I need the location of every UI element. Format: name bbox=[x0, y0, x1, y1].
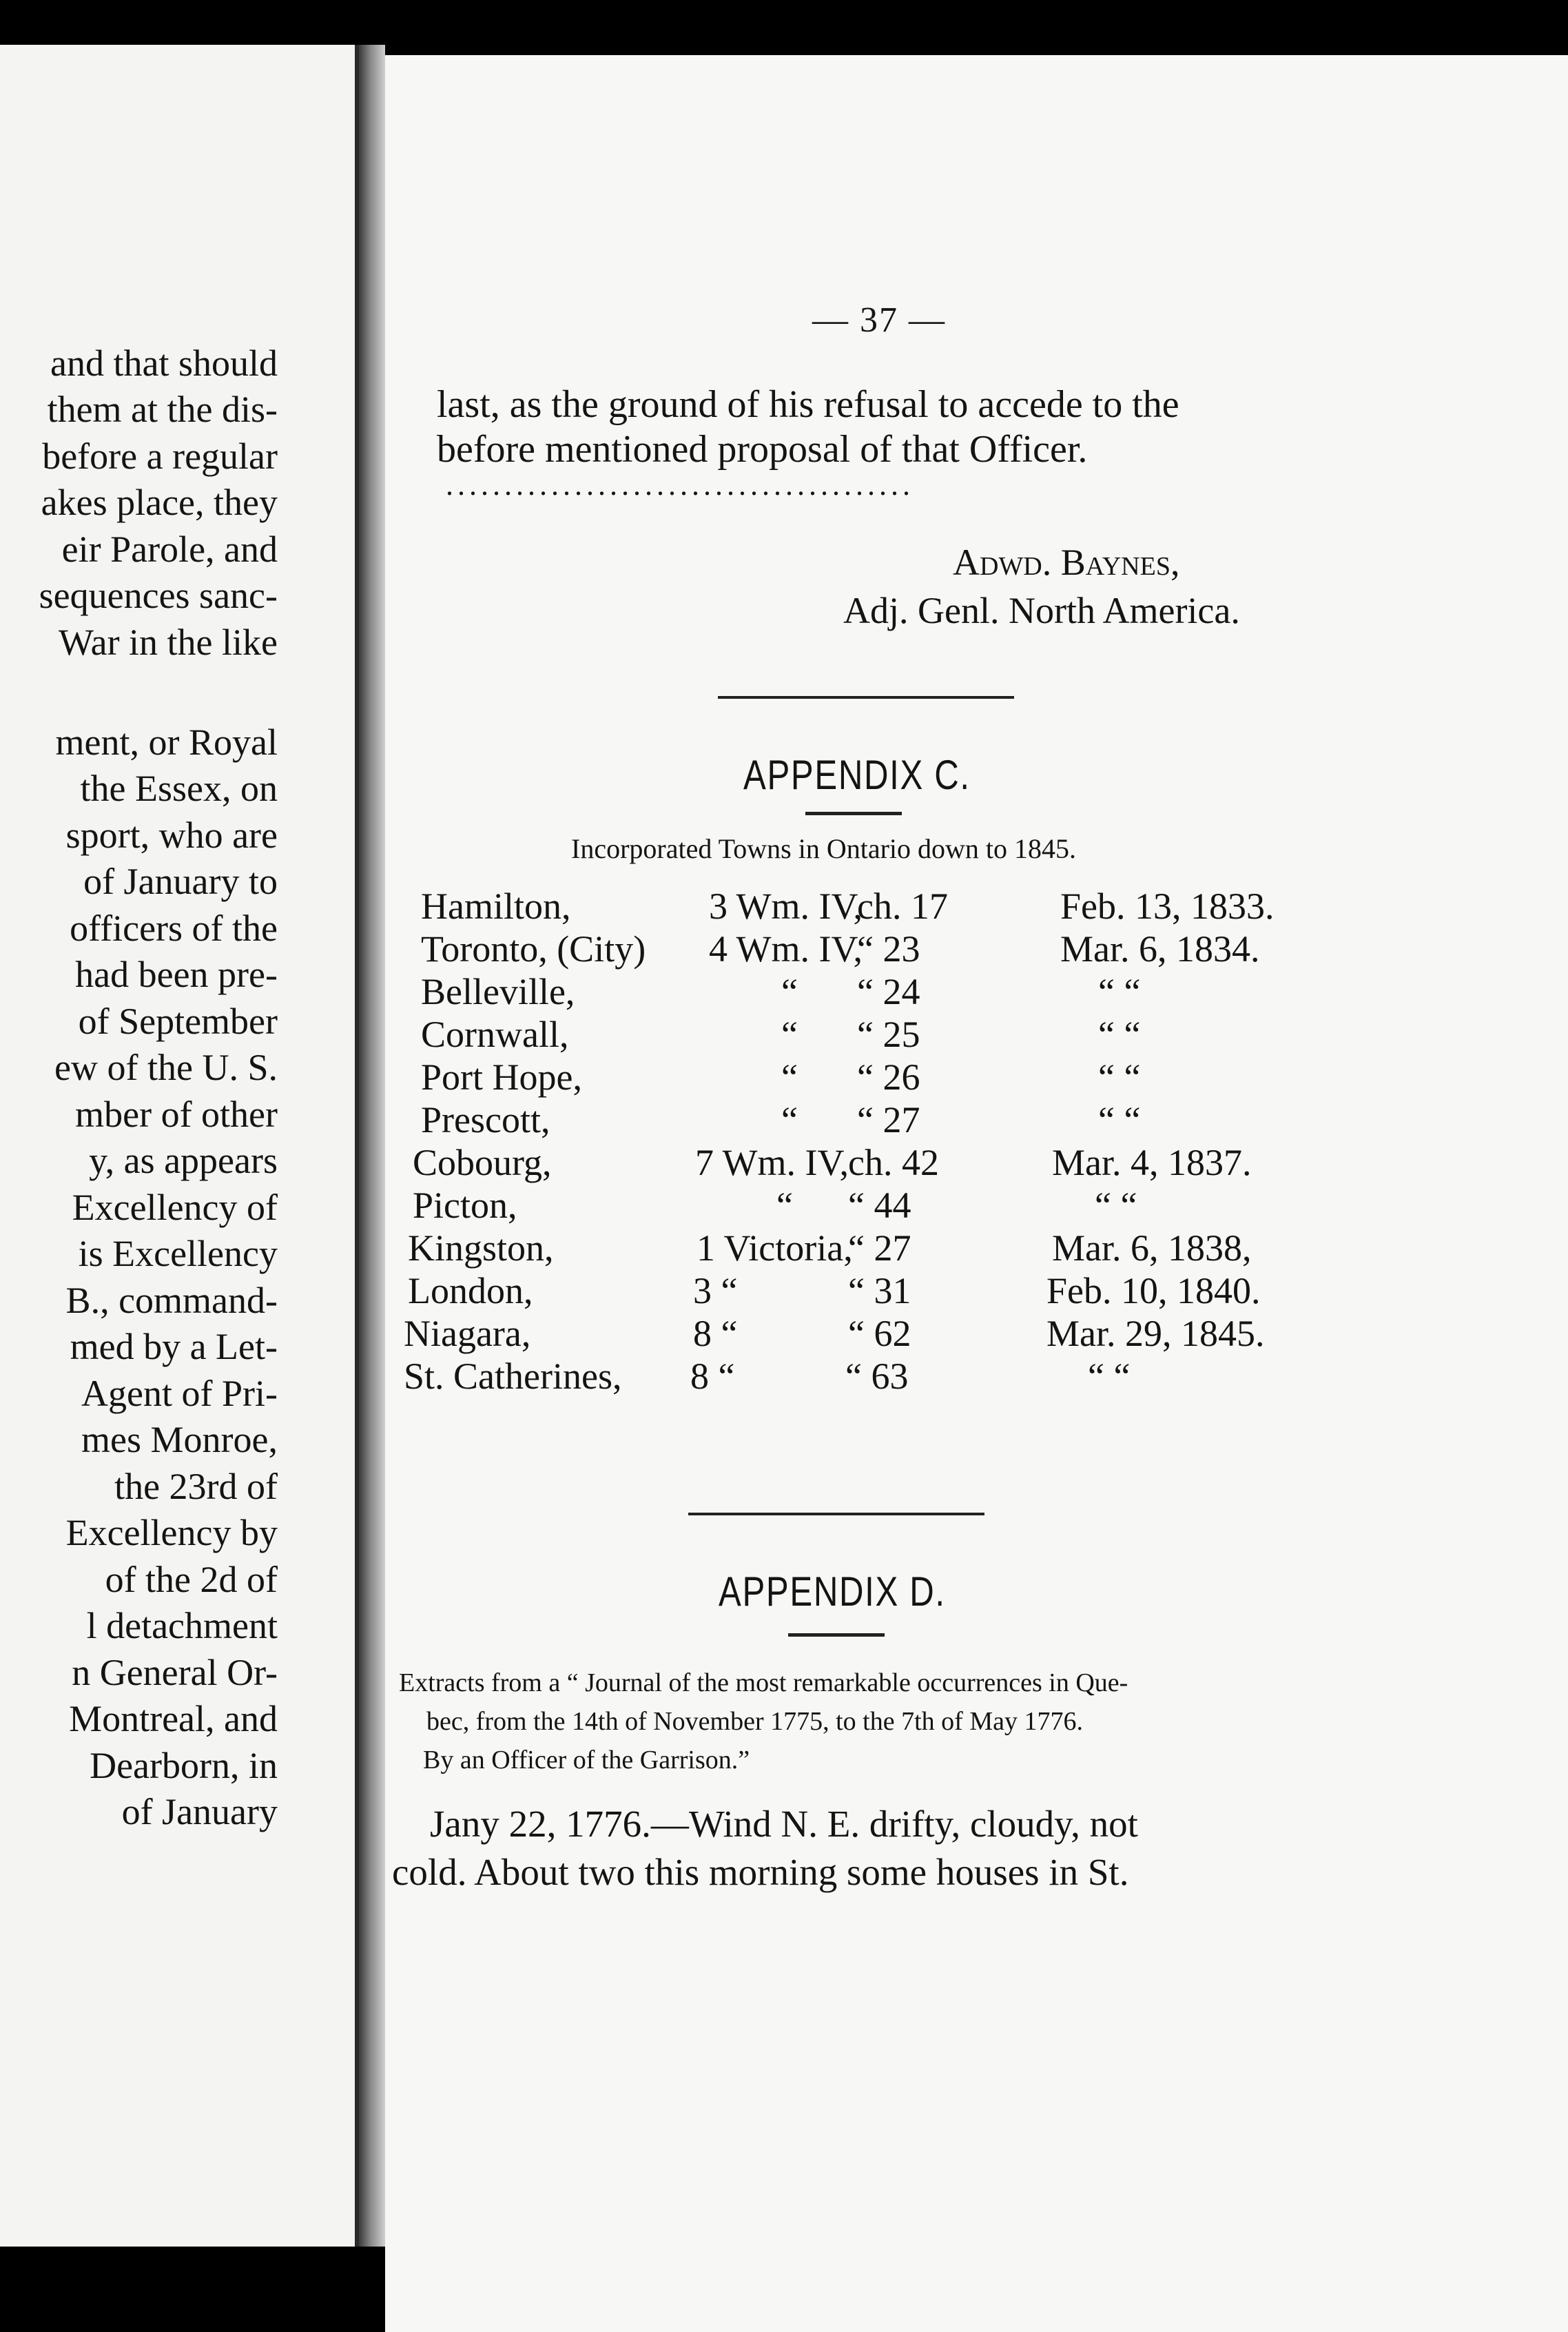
date: Mar. 6, 1834. bbox=[1060, 928, 1260, 970]
chapter: “ 62 bbox=[848, 1313, 911, 1354]
left-page-line: Montreal, and bbox=[69, 1698, 278, 1739]
extract-line: bec, from the 14th of November 1775, to the 7th of May 1776. bbox=[426, 1707, 1083, 1736]
left-page-line: mes Monroe, bbox=[81, 1419, 278, 1460]
town-name: St. Catherines, bbox=[404, 1356, 622, 1397]
reign: 3 Wm. IV, bbox=[709, 886, 863, 927]
left-page-line: Excellency by bbox=[65, 1512, 278, 1553]
signature-name: Adwd. Baynes, bbox=[953, 542, 1180, 583]
left-page-line: ew of the U. S. bbox=[54, 1047, 278, 1088]
book-gutter bbox=[359, 45, 385, 2247]
chapter: “ 26 bbox=[857, 1056, 920, 1098]
town-name: Cobourg, bbox=[413, 1142, 552, 1183]
date: “ “ bbox=[1098, 1014, 1141, 1055]
left-page-line: of September bbox=[78, 1001, 278, 1042]
left-page-line: before a regular bbox=[42, 436, 278, 477]
left-page-line: mber of other bbox=[75, 1094, 278, 1135]
reign: 4 Wm. IV, bbox=[709, 928, 863, 970]
left-page-line: War in the like bbox=[58, 622, 278, 663]
appendix-c-subtitle: Incorporated Towns in Ontario down to 1845. bbox=[571, 833, 1077, 864]
chapter: ch. 42 bbox=[848, 1142, 939, 1183]
section-divider bbox=[718, 696, 1014, 699]
left-page-line: Agent of Pri- bbox=[81, 1373, 278, 1414]
date: “ “ bbox=[1088, 1356, 1131, 1397]
ellipsis-line: ........................................ bbox=[446, 468, 914, 502]
appendix-d-heading: APPENDIX D. bbox=[719, 1568, 946, 1615]
left-page-line: l detachment bbox=[86, 1605, 278, 1646]
town-name: Prescott, bbox=[421, 1099, 550, 1141]
section-divider bbox=[688, 1513, 984, 1515]
left-page-line: had been pre- bbox=[75, 954, 278, 995]
town-name: Picton, bbox=[413, 1185, 517, 1226]
heading-underline bbox=[805, 812, 902, 815]
appendix-c-heading: APPENDIX C. bbox=[743, 752, 971, 798]
reign: 3 “ bbox=[693, 1270, 738, 1311]
journal-line: Jany 22, 1776.—Wind N. E. drifty, cloudy, not bbox=[430, 1803, 1138, 1845]
date: “ “ bbox=[1098, 1099, 1141, 1141]
left-page-line: of January bbox=[121, 1791, 278, 1832]
town-name: Niagara, bbox=[404, 1313, 531, 1354]
left-page-line: eir Parole, and bbox=[61, 529, 278, 570]
left-page-line: the Essex, on bbox=[80, 768, 278, 809]
left-page-line: of the 2d of bbox=[105, 1559, 278, 1600]
journal-line: cold. About two this morning some houses in St. bbox=[392, 1851, 1129, 1893]
body-line: before mentioned proposal of that Officer. bbox=[437, 428, 1088, 471]
reign: 1 Victoria, bbox=[697, 1227, 853, 1269]
left-page-line: sequences sanc- bbox=[39, 575, 278, 616]
extract-line: Extracts from a “ Journal of the most remarkable occurrences in Que- bbox=[399, 1668, 1128, 1697]
chapter: “ 23 bbox=[857, 928, 920, 970]
town-name: Port Hope, bbox=[421, 1056, 582, 1098]
chapter: “ 24 bbox=[857, 971, 920, 1012]
left-page-line: sport, who are bbox=[65, 815, 278, 856]
left-page-line: is Excellency bbox=[78, 1233, 278, 1274]
date: Mar. 29, 1845. bbox=[1046, 1313, 1265, 1354]
town-name: Kingston, bbox=[408, 1227, 554, 1269]
date: Mar. 4, 1837. bbox=[1052, 1142, 1252, 1183]
left-page bbox=[0, 45, 359, 2247]
left-page-line: Dearborn, in bbox=[90, 1745, 278, 1786]
signature-title: Adj. Genl. North America. bbox=[843, 590, 1240, 631]
left-page-line: med by a Let- bbox=[70, 1326, 278, 1367]
right-page bbox=[385, 55, 1568, 2332]
date: Feb. 13, 1833. bbox=[1060, 886, 1275, 927]
town-name: Toronto, (City) bbox=[421, 928, 646, 970]
left-page-line: ment, or Royal bbox=[55, 722, 278, 763]
reign: “ bbox=[781, 1014, 798, 1055]
date: “ “ bbox=[1095, 1185, 1137, 1226]
chapter: “ 27 bbox=[857, 1099, 920, 1141]
left-page-line: them at the dis- bbox=[47, 389, 278, 430]
chapter: “ 31 bbox=[848, 1270, 911, 1311]
reign: 8 “ bbox=[690, 1356, 735, 1397]
chapter: “ 27 bbox=[848, 1227, 911, 1269]
left-page-line: officers of the bbox=[70, 908, 278, 949]
extract-line: By an Officer of the Garrison.” bbox=[423, 1746, 750, 1774]
chapter: “ 63 bbox=[845, 1356, 909, 1397]
left-page-line: B., command- bbox=[65, 1280, 278, 1321]
reign: 7 Wm. IV, bbox=[695, 1142, 849, 1183]
chapter: ch. 17 bbox=[857, 886, 948, 927]
left-page-line: the 23rd of bbox=[114, 1466, 278, 1507]
reign: 8 “ bbox=[693, 1313, 738, 1354]
left-page-line: akes place, they bbox=[41, 482, 278, 523]
date: “ “ bbox=[1098, 971, 1141, 1012]
reign: “ bbox=[781, 1056, 798, 1098]
body-line: last, as the ground of his refusal to accede to the bbox=[437, 383, 1179, 426]
reign: “ bbox=[776, 1185, 793, 1226]
chapter: “ 25 bbox=[857, 1014, 920, 1055]
town-name: London, bbox=[408, 1270, 533, 1311]
chapter: “ 44 bbox=[848, 1185, 911, 1226]
reign: “ bbox=[781, 1099, 798, 1141]
town-name: Hamilton, bbox=[421, 886, 571, 927]
left-page-line: and that should bbox=[50, 342, 278, 384]
left-page-line: Excellency of bbox=[72, 1187, 278, 1228]
left-page-line: of January to bbox=[83, 861, 278, 902]
page-number: — 37 — bbox=[812, 300, 946, 340]
left-page-line: y, as appears bbox=[89, 1140, 278, 1181]
date: “ “ bbox=[1098, 1056, 1141, 1098]
town-name: Cornwall, bbox=[421, 1014, 569, 1055]
reign: “ bbox=[781, 971, 798, 1012]
left-page-line: n General Or- bbox=[72, 1652, 278, 1693]
date: Feb. 10, 1840. bbox=[1046, 1270, 1261, 1311]
date: Mar. 6, 1838, bbox=[1052, 1227, 1252, 1269]
heading-underline bbox=[788, 1633, 885, 1637]
town-name: Belleville, bbox=[421, 971, 575, 1012]
